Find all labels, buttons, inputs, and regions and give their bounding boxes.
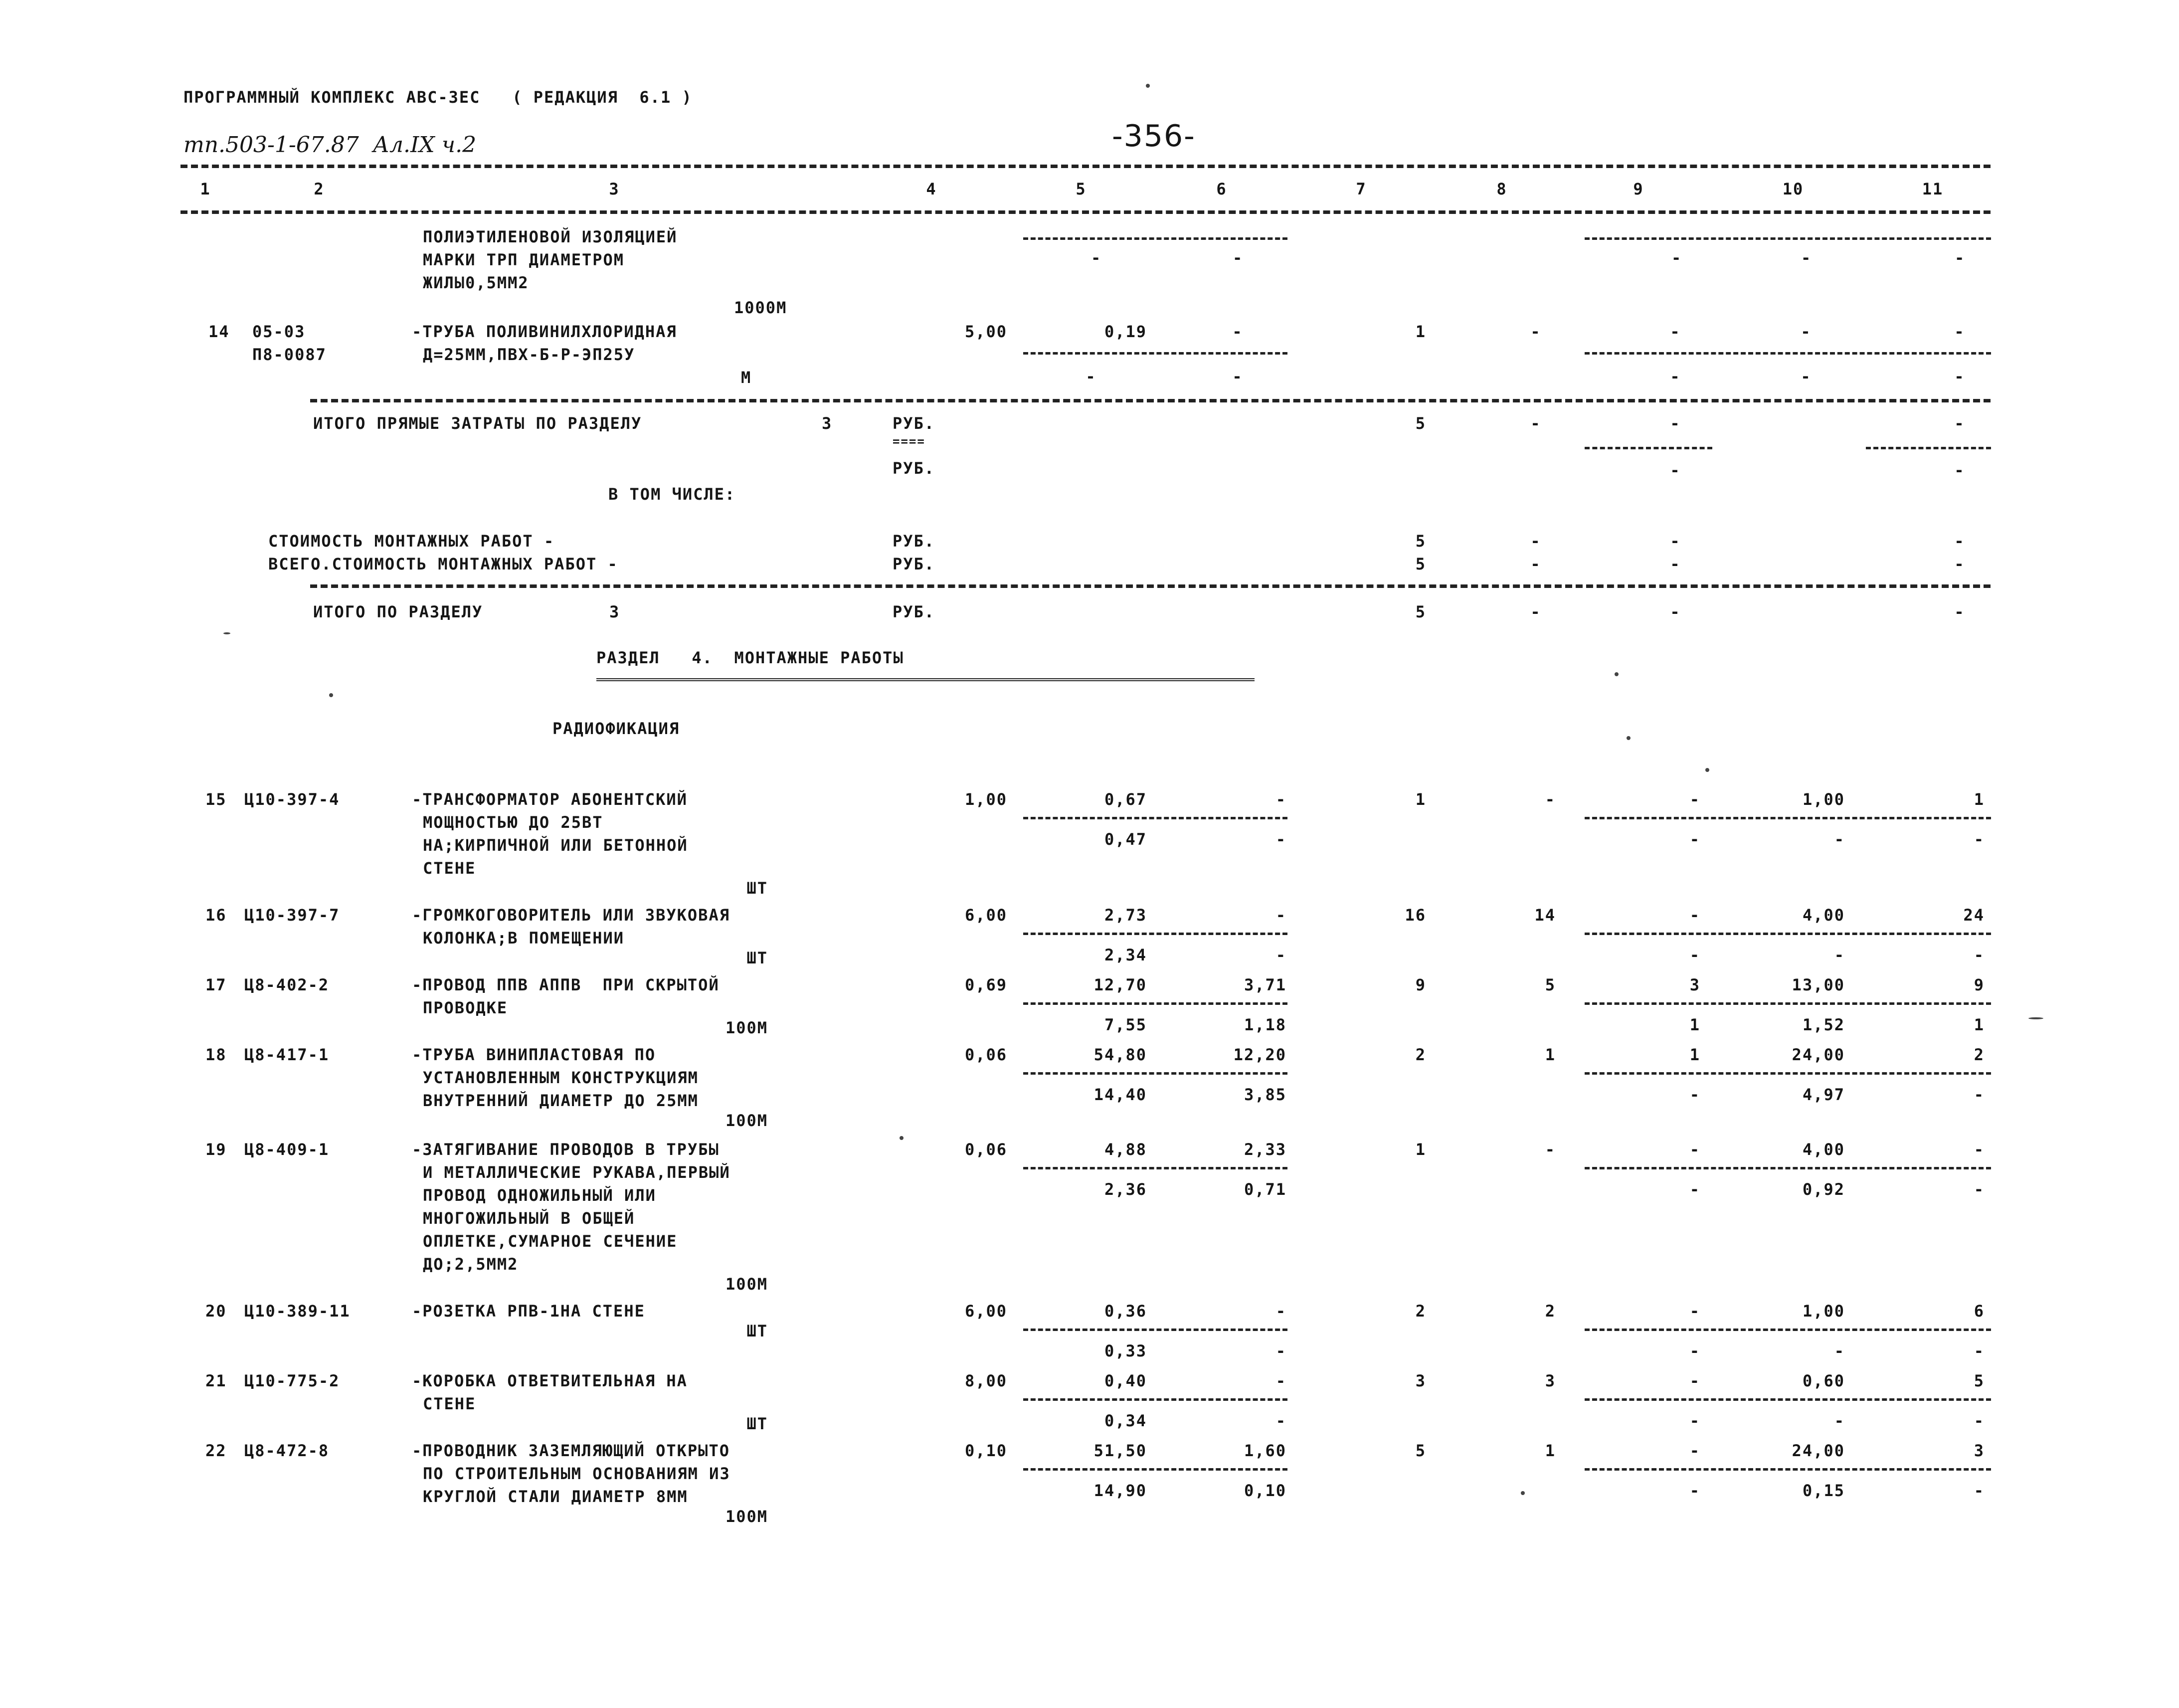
col-num-4: 4 (926, 180, 937, 198)
row-col9-lower: - (1689, 1341, 1700, 1360)
cell-divider (1585, 933, 1991, 935)
row-description: -ТРУБА ПОЛИВИНИЛХЛОРИДНАЯ (412, 322, 677, 341)
row-col5-lower: 14,40 (1093, 1085, 1147, 1104)
rule-before-totals (310, 399, 1991, 402)
row-col11-lower: - (1974, 1411, 1985, 1430)
row-col11-lower: - (1974, 1180, 1985, 1199)
cell-divider (1023, 1002, 1287, 1005)
row-description: СТЕНЕ (423, 1394, 476, 1413)
row-quantity: 6,00 (964, 906, 1007, 925)
row-number: 22 (205, 1441, 227, 1460)
row-description: -ТРАНСФОРМАТОР АБОНЕНТСКИЙ (412, 790, 688, 809)
row-col10-lower: - (1834, 830, 1845, 849)
row-col10: 0,60 (1802, 1371, 1845, 1390)
row-col6: 3,71 (1244, 975, 1286, 994)
row-col5: 2,73 (1104, 906, 1147, 925)
row-col5: 4,88 (1104, 1140, 1147, 1159)
row-number: 14 (208, 322, 230, 341)
row-code: Ц10-389-11 (244, 1302, 351, 1321)
row-unit: ШТ (746, 1322, 768, 1340)
row-unit: ШТ (746, 949, 768, 967)
row-col5: 0,67 (1104, 790, 1147, 809)
row-col6: - (1275, 790, 1286, 809)
row-code: Ц10-397-7 (244, 906, 340, 925)
row-col5: 12,70 (1093, 975, 1147, 994)
row-col11: 3 (1974, 1441, 1985, 1460)
row-col5-lower: 2,36 (1104, 1180, 1147, 1199)
col-num-1: 1 (200, 180, 211, 198)
cell-divider (1023, 817, 1287, 819)
row-col7: 1 (1415, 322, 1426, 341)
row-col10-lower: - (1834, 1341, 1845, 1360)
row-description: И МЕТАЛЛИЧЕСКИЕ РУКАВА,ПЕРВЫЙ (423, 1163, 730, 1182)
doc-reference: тп.503-1-67.87 Ал.IX ч.2 (183, 132, 477, 158)
row-col9: - (1689, 1140, 1700, 1159)
row-unit: ШТ (746, 879, 768, 898)
cell-divider (1585, 817, 1991, 819)
row-col9-lower: - (1689, 1411, 1700, 1430)
cell-divider (1023, 1398, 1287, 1401)
row-col11-lower: - (1974, 830, 1985, 849)
row-col5-lower: 0,47 (1104, 830, 1147, 849)
row-description: -КОРОБКА ОТВЕТВИТЕЛЬНАЯ НА (412, 1371, 688, 1390)
row-col11: 1 (1974, 790, 1985, 809)
row-col11-lower: - (1974, 1341, 1985, 1360)
row-description: КРУГЛОЙ СТАЛИ ДИАМЕТР 8ММ (423, 1487, 688, 1506)
row-quantity: 0,10 (964, 1441, 1007, 1460)
row-col8: - (1530, 322, 1541, 341)
row-col9: 1 (1689, 1045, 1700, 1064)
row-col9: - (1689, 1302, 1700, 1321)
col-num-2: 2 (314, 180, 325, 198)
row-col6-lower: 3,85 (1244, 1085, 1286, 1104)
row-col6: 1,60 (1244, 1441, 1286, 1460)
row-col9: - (1689, 790, 1700, 809)
row-col11: 2 (1974, 1045, 1985, 1064)
row-col5: 0,19 (1104, 322, 1147, 341)
row-col9-lower: - (1689, 1481, 1700, 1500)
header-rule-bottom (181, 210, 1991, 214)
section-total-label: ИТОГО ПО РАЗДЕЛУ (313, 602, 483, 621)
equals-marks: ==== (893, 434, 925, 448)
cell-divider (1023, 1468, 1287, 1471)
row-description: МОЩНОСТЬЮ ДО 25ВТ (423, 813, 603, 832)
row-quantity: 5,00 (964, 322, 1007, 341)
row-number: 17 (205, 975, 227, 994)
row-description: СТЕНЕ (423, 859, 476, 878)
row-unit: 100М (725, 1111, 768, 1130)
row-description: -ЗАТЯГИВАНИЕ ПРОВОДОВ В ТРУБЫ (412, 1140, 720, 1159)
row-number: 21 (205, 1371, 227, 1390)
cell-divider (1585, 1328, 1991, 1331)
row-description: УСТАНОВЛЕННЫМ КОНСТРУКЦИЯМ (423, 1068, 699, 1087)
row-quantity: 6,00 (964, 1302, 1007, 1321)
row-col6: 2,33 (1244, 1140, 1286, 1159)
row-col11-lower: - (1974, 946, 1985, 964)
installation-cost-label: СТОИМОСТЬ МОНТАЖНЫХ РАБОТ - (268, 532, 555, 551)
row-col10-lower: 0,92 (1802, 1180, 1845, 1199)
row-col9-lower: - (1689, 1180, 1700, 1199)
row-col9: - (1689, 906, 1700, 925)
col-num-6: 6 (1216, 180, 1227, 198)
row-description: -ГРОМКОГОВОРИТЕЛЬ ИЛИ ЗВУКОВАЯ (412, 906, 730, 925)
row-col6: 12,20 (1233, 1045, 1286, 1064)
section-title: РАЗДЕЛ 4. МОНТАЖНЫЕ РАБОТЫ (596, 648, 904, 667)
row-description: -РОЗЕТКА РПВ-1НА СТЕНЕ (412, 1302, 645, 1321)
row-col11: 9 (1974, 975, 1985, 994)
row-description: -ПРОВОДНИК ЗАЗЕМЛЯЮЩИЙ ОТКРЫТО (412, 1441, 730, 1460)
row-col10-lower: - (1834, 946, 1845, 964)
row-number: 19 (205, 1140, 227, 1159)
col-num-9: 9 (1633, 180, 1644, 198)
row-col6-lower: 0,71 (1244, 1180, 1286, 1199)
row-col5-lower: 0,34 (1104, 1411, 1147, 1430)
row-unit: 100М (725, 1018, 768, 1037)
row-col7: 16 (1405, 906, 1426, 925)
row-col8: 3 (1545, 1371, 1556, 1390)
row-col9-lower: - (1689, 946, 1700, 964)
row-col10: 13,00 (1792, 975, 1845, 994)
row-col6-lower: - (1275, 946, 1286, 964)
row-description: -ТРУБА ВИНИПЛАСТОВАЯ ПО (412, 1045, 656, 1064)
program-header: ПРОГРАММНЫЙ КОМПЛЕКС АВС-ЗЕС ( РЕДАКЦИЯ 6.1 ) (183, 88, 693, 107)
row-col6-lower: 1,18 (1244, 1015, 1286, 1034)
row-col11-lower: - (1974, 1481, 1985, 1500)
row-col5-lower: 0,33 (1104, 1341, 1147, 1360)
row-col6-lower: - (1275, 1411, 1286, 1430)
row-description: ПРОВОД ОДНОЖИЛЬНЫЙ ИЛИ (423, 1186, 656, 1205)
row-description: МНОГОЖИЛЬНЫЙ В ОБЩЕЙ (423, 1209, 635, 1228)
row-col5: 54,80 (1093, 1045, 1147, 1064)
row-col10: 24,00 (1792, 1441, 1845, 1460)
cell-divider (1585, 1398, 1991, 1401)
cell-divider (1023, 933, 1287, 935)
continuation-line: ПОЛИЭТИЛЕНОВОЙ ИЗОЛЯЦИЕЙ (423, 227, 678, 246)
row-col6: - (1232, 322, 1243, 341)
row-unit: М (741, 368, 752, 387)
col-num-10: 10 (1782, 180, 1804, 198)
row-col6-lower: 0,10 (1244, 1481, 1286, 1500)
row-code: П8-0087 (252, 345, 327, 364)
row-col8: - (1545, 1140, 1556, 1159)
cell-divider (1585, 1468, 1991, 1471)
row-number: 16 (205, 906, 227, 925)
row-col10: 4,00 (1802, 1140, 1845, 1159)
row-col6: - (1275, 1371, 1286, 1390)
row-col5-lower: 2,34 (1104, 946, 1147, 964)
row-col7: 5 (1415, 1441, 1426, 1460)
section-title-underline (596, 678, 1255, 683)
total-installation-label: ВСЕГО.СТОИМОСТЬ МОНТАЖНЫХ РАБОТ - (268, 555, 618, 573)
row-col10: 4,00 (1802, 906, 1845, 925)
col-num-8: 8 (1496, 180, 1507, 198)
page: ПРОГРАММНЫЙ КОМПЛЕКС АВС-ЗЕС ( РЕДАКЦИЯ 6.1 ) тп.503-1-67.87 Ал.IX ч.2 -356- 1 2 3 4 5 6 7 8 9 10 11 ПОЛИЭТИЛЕНОВОЙ ИЗОЛЯЦИЕЙ МАРКИ ТРП ДИАМЕТРОМ ЖИЛЫ0,5ММ2 1000М - - - - - 14 05-03 П8-0087 -ТРУБА ПОЛИВИНИЛХЛОРИДНАЯ Д=25ММ,ПВХ-Б-Р-ЭП25У М 5,00 0,19 - 1 - - - - - - - - - ИТОГО ПРЯМЫЕ ЗАТРАТЫ ПО РАЗДЕЛУ 3 РУБ. ==== РУБ. 5 - - - - - В ТОМ ЧИСЛЕ: СТОИМОСТЬ МОНТАЖНЫХ РАБОТ - РУБ. 5 - - - ВСЕГО.СТОИМОСТЬ МОНТАЖНЫХ РАБОТ - РУБ. 5 - - - ИТОГО ПО РАЗДЕЛУ 3 РУБ. 5 - - - РАЗДЕЛ 4. МОНТАЖНЫЕ РАБОТЫ РАДИОФИКАЦИЯ 15 Ц10-397-4 -ТРАНСФОРМАТОР АБОНЕНТСКИЙ МОЩНОСТЬЮ ДО 25ВТ НА;КИРПИЧНОЙ ИЛИ БЕТОННОЙ СТЕНЕ ШТ 1,00 0,67 - 1 - - 1,00 1 0,47 - - - - 16 Ц10-397-7 -ГРОМКОГОВОРИТЕЛЬ ИЛИ ЗВУКОВАЯ КОЛОНКА;В ПОМЕЩЕНИИ ШТ 6,00 2,73 - 16 14 - 4,00 24 2,34 - - - - 17 Ц8-402-2 -ПРОВОД ППВ АППВ ПРИ СКРЫТОЙ ПРОВОДКЕ 100М 0,69 12,70 3,71 9 5 3 13,00 9 7,55 1,18 1 1,52 1 18 Ц8-417-1 -ТРУБА ВИНИПЛАСТОВАЯ ПО УСТАНОВЛЕННЫМ КОНСТРУКЦИЯМ ВНУТРЕННИЙ ДИАМЕТР ДО 25ММ 100М 0,06 54,80 12,20 2 1 1 24,00 2 14,40 3,85 - 4,97 - 19 Ц8-409-1 -ЗАТЯГИВАНИЕ ПРОВОДОВ В ТРУБЫ И МЕТАЛЛИЧЕСКИЕ РУКАВА,ПЕРВЫЙ ПРОВОД ОДНОЖИЛЬНЫЙ ИЛИ МНОГОЖИЛЬНЫЙ В ОБЩЕЙ ОПЛЕТКЕ,СУМАРНОЕ СЕЧЕНИЕ ДО;2,5ММ2 100М 0,06 4,88 2,33 1 - - 4,00 - 2,36 0,71 - 0,92 - 20 Ц10-389-11 -РОЗЕТКА РПВ-1НА СТЕНЕ ШТ 6,00 0,36 - 2 2 - 1,00 6 0,33 - - - - 21 Ц10-775-2 -КОРОБКА ОТВЕТВИТЕЛЬНАЯ НА СТЕНЕ ШТ 8,00 0,40 - 3 3 - 0,60 5 0,34 - - - - 22 Ц8-472-8 -ПРОВОДНИК ЗАЗЕМЛЯЮЩИЙ ОТКРЫТО ПО СТРОИТЕЛЬНЫМ ОСНОВАНИЯМ ИЗ КРУГЛОЙ СТАЛИ ДИАМЕТР 8ММ 100М 0,10 51,50 1,60 5 1 - 24,00 3 14,90 0,10 - 0,15 - (0, 0, 2179, 1708)
row-description: ПРОВОДКЕ (423, 998, 508, 1017)
row-col7: 2 (1415, 1045, 1426, 1064)
row-col8: 14 (1534, 906, 1556, 925)
row-col7: 2 (1415, 1302, 1426, 1321)
row-code: 05-03 (252, 322, 306, 341)
row-col10: - (1801, 322, 1812, 341)
row-quantity: 0,69 (964, 975, 1007, 994)
row-col9: 3 (1689, 975, 1700, 994)
continuation-line: ЖИЛЫ0,5ММ2 (423, 273, 529, 292)
row-quantity: 8,00 (964, 1371, 1007, 1390)
row-col9: - (1670, 322, 1681, 341)
row-col8: - (1545, 790, 1556, 809)
row-description: ДО;2,5ММ2 (423, 1255, 519, 1274)
row-col7: 1 (1415, 790, 1426, 809)
row-col10-lower: 4,97 (1802, 1085, 1845, 1104)
row-col10-lower: 0,15 (1802, 1481, 1845, 1500)
direct-costs-label: ИТОГО ПРЯМЫЕ ЗАТРАТЫ ПО РАЗДЕЛУ (313, 414, 642, 433)
row-col8: 2 (1545, 1302, 1556, 1321)
row-col9-lower: 1 (1689, 1015, 1700, 1034)
row-col9: - (1689, 1441, 1700, 1460)
page-number: -356- (1112, 119, 1196, 154)
row-col9-lower: - (1689, 1085, 1700, 1104)
row-col10-lower: 1,52 (1802, 1015, 1845, 1034)
row-code: Ц8-402-2 (244, 975, 330, 994)
row-code: Ц8-472-8 (244, 1441, 330, 1460)
row-quantity: 1,00 (964, 790, 1007, 809)
row-col5: 0,36 (1104, 1302, 1147, 1321)
row-col11: 24 (1963, 906, 1985, 925)
row-unit: 100М (725, 1507, 768, 1526)
direct-costs-section: 3 (822, 414, 833, 433)
row-code: Ц8-409-1 (244, 1140, 330, 1159)
cell-divider (1023, 1167, 1287, 1169)
row-col9-lower: - (1689, 830, 1700, 849)
row-description: НА;КИРПИЧНОЙ ИЛИ БЕТОННОЙ (423, 836, 688, 855)
header-rule-top (181, 165, 1991, 168)
row-col7: 9 (1415, 975, 1426, 994)
row-col6-lower: - (1275, 1341, 1286, 1360)
row-col7: 1 (1415, 1140, 1426, 1159)
row-number: 20 (205, 1302, 227, 1321)
col-num-3: 3 (609, 180, 620, 198)
row-col8: 1 (1545, 1441, 1556, 1460)
row-col5: 51,50 (1093, 1441, 1147, 1460)
row-description: ВНУТРЕННИЙ ДИАМЕТР ДО 25ММ (423, 1091, 699, 1110)
row-col6: - (1275, 1302, 1286, 1321)
row-col11-lower: 1 (1974, 1015, 1985, 1034)
row-code: Ц8-417-1 (244, 1045, 330, 1064)
row-col8: 5 (1545, 975, 1556, 994)
row-col10: 1,00 (1802, 790, 1845, 809)
row-number: 15 (205, 790, 227, 809)
row-col10: 1,00 (1802, 1302, 1845, 1321)
row-col11: 5 (1974, 1371, 1985, 1390)
rub-label: РУБ. (893, 414, 935, 433)
row-description: ПО СТРОИТЕЛЬНЫМ ОСНОВАНИЯМ ИЗ (423, 1464, 730, 1483)
row-col11-lower: - (1974, 1085, 1985, 1104)
row-code: Ц10-775-2 (244, 1371, 340, 1390)
row-description: КОЛОНКА;В ПОМЕЩЕНИИ (423, 929, 625, 948)
row-col10: 24,00 (1792, 1045, 1845, 1064)
row-quantity: 0,06 (964, 1045, 1007, 1064)
continuation-unit: 1000М (734, 298, 787, 317)
col-num-5: 5 (1076, 180, 1087, 198)
row-unit: 100М (725, 1275, 768, 1294)
row-col6-lower: - (1275, 830, 1286, 849)
cell-divider (1023, 1328, 1287, 1331)
cell-divider (1023, 1072, 1287, 1075)
rub-label: РУБ. (893, 459, 935, 478)
row-col6: - (1275, 906, 1286, 925)
row-col7: 3 (1415, 1371, 1426, 1390)
row-col11: - (1974, 1140, 1985, 1159)
row-number: 18 (205, 1045, 227, 1064)
row-description: -ПРОВОД ППВ АППВ ПРИ СКРЫТОЙ (412, 975, 720, 994)
row-col5-lower: 7,55 (1104, 1015, 1147, 1034)
row-description: ОПЛЕТКЕ,СУМАРНОЕ СЕЧЕНИЕ (423, 1232, 678, 1251)
including-label: В ТОМ ЧИСЛЕ: (608, 485, 736, 504)
col-num-7: 7 (1356, 180, 1367, 198)
row-col5-lower: 14,90 (1093, 1481, 1147, 1500)
col-num-11: 11 (1922, 180, 1944, 198)
cell-divider (1585, 1002, 1991, 1005)
row-col11: - (1954, 322, 1965, 341)
row-col8: 1 (1545, 1045, 1556, 1064)
row-col11: 6 (1974, 1302, 1985, 1321)
row-unit: ШТ (746, 1414, 768, 1433)
row-col9: - (1689, 1371, 1700, 1390)
row-code: Ц10-397-4 (244, 790, 340, 809)
row-description: Д=25ММ,ПВХ-Б-Р-ЭП25У (423, 345, 635, 364)
row-col5: 0,40 (1104, 1371, 1147, 1390)
cell-divider (1585, 1167, 1991, 1169)
continuation-line: МАРКИ ТРП ДИАМЕТРОМ (423, 250, 625, 269)
section-total-number: 3 (609, 602, 620, 621)
subsection-title: РАДИОФИКАЦИЯ (552, 719, 680, 738)
cell-divider (1585, 1072, 1991, 1075)
row-col10-lower: - (1834, 1411, 1845, 1430)
row-quantity: 0,06 (964, 1140, 1007, 1159)
